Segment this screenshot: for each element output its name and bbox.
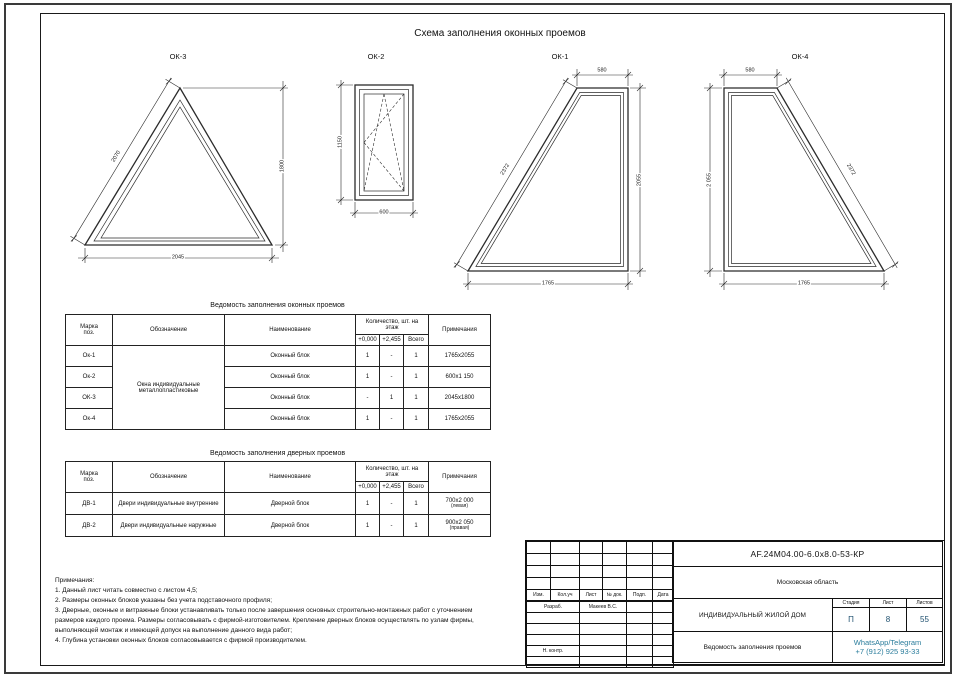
contact-cell bbox=[832, 631, 943, 663]
door-table-header-mark: Марка поз. bbox=[66, 462, 113, 493]
q2-cell: - bbox=[380, 493, 404, 515]
note-line: 3. Дверные, оконные и витражные блоки устанавливать только после завершения основных строительно-монтажных работ с уточнением bbox=[55, 607, 473, 615]
stamp-col-data: Дата bbox=[653, 590, 674, 601]
door-table-title: Ведомость заполнения дверных проемов bbox=[209, 450, 346, 457]
object-name-cell: ИНДИВИДУАЛЬНЫЙ ЖИЛОЙ ДОМ bbox=[672, 598, 833, 632]
ok1-drawing bbox=[450, 50, 650, 295]
contact-messenger: WhatsApp/Telegram bbox=[853, 637, 922, 647]
note-cell: 1765х2055 bbox=[429, 409, 491, 430]
note-line: 2. Размеры оконных блоков указаны без учета подставочного профиля; bbox=[55, 597, 273, 605]
ok1-frame-mid bbox=[476, 93, 624, 267]
window-table-header-mark: Марка поз. bbox=[66, 315, 113, 346]
ok2-dim-bottom: 600 bbox=[379, 209, 389, 216]
mark-cell: ДВ-2 bbox=[66, 515, 113, 537]
total-cell: 1 bbox=[404, 409, 429, 430]
contact-phone: +7 (912) 925 93-33 bbox=[855, 647, 920, 656]
title-block bbox=[525, 540, 945, 665]
name-cell: Дверной блок bbox=[225, 515, 356, 537]
door-table-header-notes: Примечания bbox=[429, 462, 491, 493]
ok1-frame-outer bbox=[468, 88, 628, 271]
razrab-name: Макеев В.С. bbox=[580, 602, 627, 613]
sheets-total: 55 bbox=[906, 607, 943, 632]
window-table-header-q2: +2,455 bbox=[380, 335, 404, 346]
razrab-label: Разраб. bbox=[527, 602, 580, 613]
ok2-frame-inner bbox=[364, 94, 404, 191]
stage-value: П bbox=[832, 607, 870, 632]
name-cell: Оконный блок bbox=[225, 346, 356, 367]
window-table-header-total: Всего bbox=[404, 335, 429, 346]
total-cell: 1 bbox=[404, 367, 429, 388]
ok2-drawing bbox=[330, 50, 440, 225]
ok4-frame-mid bbox=[729, 93, 877, 267]
note-cell: 2045х1800 bbox=[429, 388, 491, 409]
window-table-header-q1: +0,000 bbox=[356, 335, 380, 346]
ok4-dim-slope: 2372 bbox=[844, 162, 857, 177]
total-cell: 1 bbox=[404, 515, 429, 537]
stamp-col-koluch: Кол.уч bbox=[551, 590, 580, 601]
ok4-dimension-lines bbox=[704, 69, 898, 290]
note-cell: 700х2 000 (левая) bbox=[429, 493, 491, 515]
notes-heading: Примечания: bbox=[55, 577, 95, 584]
name-cell: Оконный блок bbox=[225, 388, 356, 409]
name-cell: Дверной блок bbox=[225, 493, 356, 515]
figure-ok1 bbox=[450, 50, 650, 295]
note-cell: 900х2 050 (правая) bbox=[429, 515, 491, 537]
ok4-label: ОК-4 bbox=[791, 52, 809, 61]
note-cell: 600х1 150 bbox=[429, 367, 491, 388]
ok2-frame-mid bbox=[360, 90, 409, 196]
total-cell: 1 bbox=[404, 346, 429, 367]
ok1-label: ОК-1 bbox=[551, 52, 569, 61]
signature-table bbox=[526, 601, 674, 668]
ok3-frame-inner bbox=[101, 107, 259, 238]
mark-cell: Ок-2 bbox=[66, 367, 113, 388]
ok3-dim-right: 1800 bbox=[279, 159, 286, 173]
total-cell: 1 bbox=[404, 493, 429, 515]
ok3-dim-slope: 2070 bbox=[110, 149, 123, 164]
ok1-frame-inner bbox=[481, 96, 620, 264]
ok3-frame-outer bbox=[85, 88, 272, 245]
figure-ok3 bbox=[60, 50, 300, 300]
q2-cell: - bbox=[380, 409, 404, 430]
window-table-header-qty: Количество, шт. на этаж bbox=[356, 315, 429, 335]
title-block-left bbox=[526, 541, 673, 663]
ok3-drawing bbox=[60, 50, 300, 300]
door-table-header-designation: Обозначение bbox=[113, 462, 225, 493]
ok3-label: ОК-3 bbox=[169, 52, 187, 61]
stamp-col-ndok: № док. bbox=[603, 590, 627, 601]
window-table-header-designation: Обозначение bbox=[113, 315, 225, 346]
mark-cell: ДВ-1 bbox=[66, 493, 113, 515]
designation-cell: Двери индивидуальные наружные bbox=[113, 515, 225, 537]
figure-ok4 bbox=[700, 50, 910, 295]
stamp-col-list: Лист bbox=[580, 590, 603, 601]
ok4-dim-left: 2 055 bbox=[706, 173, 713, 187]
note-line: размеров каждого проема. Размеры согласовывать с фирмой-изготовителем. Крепление дверных блоков осуществлять по узлам фирмы, bbox=[55, 617, 474, 625]
ok2-dimension-lines bbox=[336, 80, 418, 218]
door-table bbox=[65, 461, 491, 537]
sheets-label: Листов bbox=[906, 598, 943, 608]
ok4-drawing bbox=[700, 50, 910, 295]
q2-cell: 1 bbox=[380, 388, 404, 409]
document-title-cell: Ведомость заполнения проемов bbox=[672, 631, 833, 663]
table-row bbox=[66, 346, 491, 367]
total-cell: 1 bbox=[404, 388, 429, 409]
sheet-number: 8 bbox=[869, 607, 907, 632]
stage-label: Стадия bbox=[832, 598, 870, 608]
table-row bbox=[66, 493, 491, 515]
note-line: 1. Данный лист читать совместно с листом 4,5; bbox=[55, 587, 198, 595]
designation-cell: Окна индивидуальные металлопластиковые bbox=[113, 346, 225, 430]
ok3-frame-mid bbox=[94, 100, 265, 241]
q1-cell: - bbox=[356, 388, 380, 409]
q1-cell: 1 bbox=[356, 515, 380, 537]
note-line: 4. Глубина установки оконных блоков согласовывается с фирмой производителем. bbox=[55, 637, 307, 645]
notes-block bbox=[55, 576, 474, 646]
mark-cell: Ок-1 bbox=[66, 346, 113, 367]
ok4-frame-inner bbox=[732, 96, 872, 264]
ok2-dim-left: 1150 bbox=[337, 136, 344, 148]
q2-cell: - bbox=[380, 367, 404, 388]
q1-cell: 1 bbox=[356, 346, 380, 367]
name-cell: Оконный блок bbox=[225, 409, 356, 430]
ok1-dim-right: 2055 bbox=[636, 173, 643, 187]
ok1-dim-top: 580 bbox=[597, 67, 607, 74]
q2-cell: - bbox=[380, 515, 404, 537]
ok1-dimension-lines bbox=[454, 69, 646, 290]
ncontr-label: Н. контр. bbox=[527, 646, 580, 657]
ok2-opening-symbol bbox=[364, 94, 404, 191]
door-table-header-q1: +0,000 bbox=[356, 482, 380, 493]
q1-cell: 1 bbox=[356, 409, 380, 430]
window-table-header-notes: Примечания bbox=[429, 315, 491, 346]
mark-cell: ОК-3 bbox=[66, 388, 113, 409]
name-cell: Оконный блок bbox=[225, 367, 356, 388]
q1-cell: 1 bbox=[356, 367, 380, 388]
page-title: Схема заполнения оконных проемов bbox=[414, 28, 586, 39]
table-row bbox=[66, 515, 491, 537]
ok1-dim-bottom: 1765 bbox=[541, 280, 555, 287]
sheet-label: Лист bbox=[869, 598, 907, 608]
ok4-dim-top: 580 bbox=[745, 67, 755, 74]
region-cell: Московская область bbox=[672, 566, 943, 599]
ok1-dim-slope: 2372 bbox=[499, 162, 512, 177]
document-code: АF.24М04.00-6.0х8.0-53-КР bbox=[672, 541, 943, 567]
q2-cell: - bbox=[380, 346, 404, 367]
door-table-header-total: Всего bbox=[404, 482, 429, 493]
designation-cell: Двери индивидуальные внутренние bbox=[113, 493, 225, 515]
ok3-dim-bottom: 2045 bbox=[171, 254, 185, 261]
mark-cell: Ок-4 bbox=[66, 409, 113, 430]
ok2-label: ОК-2 bbox=[367, 52, 385, 61]
window-table-header-name: Наименование bbox=[225, 315, 356, 346]
change-table bbox=[526, 541, 674, 601]
note-cell: 1765х2055 bbox=[429, 346, 491, 367]
door-table-header-name: Наименование bbox=[225, 462, 356, 493]
door-table-header-qty: Количество, шт. на этаж bbox=[356, 462, 429, 482]
q1-cell: 1 bbox=[356, 493, 380, 515]
ok4-frame-outer bbox=[724, 88, 884, 271]
note-line: выполняющей монтаж и имеющей допуск на выполнение данного вида работ; bbox=[55, 627, 293, 635]
stamp-col-podp: Подп. bbox=[627, 590, 653, 601]
ok4-dim-bottom: 1765 bbox=[797, 280, 811, 287]
stamp-col-izm: Изм. bbox=[527, 590, 551, 601]
window-table bbox=[65, 314, 491, 430]
figure-ok2 bbox=[330, 50, 440, 225]
window-table-title: Ведомость заполнения оконных проемов bbox=[210, 302, 345, 309]
door-table-header-q2: +2,455 bbox=[380, 482, 404, 493]
